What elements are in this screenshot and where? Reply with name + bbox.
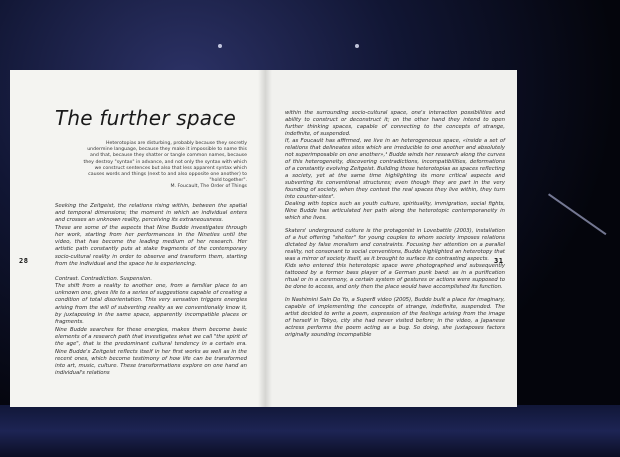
left-body-text: [55, 203, 247, 378]
paragraph: Kids who entered this heterotopic space were photographed and subsequently tattooed by a former bass player of a German punk band: as in a purification ritual or in a ceremony, a certain system of gestures or actions were supposed to be done to access, and only then the place would have accomplished its function.: [285, 263, 505, 290]
page-title: The further space: [55, 106, 236, 130]
paragraph: If, as Foucault has affirmed, we live in an heterogeneous space, «inside a set of relations that delineates sites which are irreducible to one another and absolutely not superimposable on one another»,¹ Budde winds her research along the curves of this heterogeneity, discovering contradictions, incompatibilities, deformations of a constantly evolving Zeitgeist. Building those heterotopias as spaces reflecting a society, yet at the same time highlighting its more critical aspects and subverting its conventional structures; even though they are part in the very founding of society, when they contest the real spaces they live within, they turn into counter-sites².: [285, 138, 505, 200]
left-page: [10, 70, 265, 407]
page-number-right: 31: [494, 257, 504, 265]
paragraph: Seeking the Zeitgeist, the relations rising within, between the spatial and temporal dimensions; the moment in which an individual enters and crosses an unknown reality, perceiving its extraneousness.: [55, 202, 247, 224]
paragraph: Skaters' underground culture is the protagonist in Lovebattle (2003), installation of a hut offering "shelter" for young couples to whom society imposes relations dictated by false moralism and constraints. Focusing her attention on a parallel reality, not consonant to social conventions, Budde highlighted an heterotopy that was a mirror of society itself, as it brought to surface its contrasting aspects.: [285, 228, 505, 262]
epigraph-line: Heterotopias are disturbing, probably because they secretly: [106, 141, 247, 146]
section-heading: Contrast. Contradiction. Suspension.: [55, 275, 153, 282]
epigraph-line: undermine language, because they make it impossible to name this: [87, 147, 247, 153]
light-spot: [355, 44, 359, 48]
epigraph-line: causes words and things (next to and also opposite one another) to: [88, 172, 247, 178]
page-number-left: 28: [19, 257, 29, 265]
paragraph: In Nashimini Sain Do Yo, a Super8 video (2005), Budde built a place for imaginary, capable of implementing the concepts of strange, indefinite, suspended. The artist decided to write a poem, expression of the feelings arising from the image of herself in Tokyo, city she had never visited before; in the video, a Japanese actress performs the poem acting as a bug. So doing, she juxtaposes factors originally sounding incompatible: [285, 297, 505, 338]
epigraph: [69, 141, 247, 191]
book-spine: [258, 70, 272, 407]
epigraph-line: we construct sentences but also that less apparent syntax which: [94, 165, 247, 171]
right-page: [265, 70, 517, 407]
epigraph-line: they destroy "syntax" in advance, and not only the syntax with which: [83, 159, 247, 165]
background-floor: [0, 405, 620, 457]
light-spot: [218, 44, 222, 48]
paragraph: The shift from a reality to another one, from a familiar place to an unknown one, gives life to a series of suggestions capable of creating a condition of total disorientation. This very sensation triggers energies arising from the will of subverting reality as we conventionally know it, by juxtaposing in the same space, apparently incompatible places or fragments.: [55, 282, 247, 326]
epigraph-line: and that, because they shatter or tangle common names, because: [90, 153, 247, 159]
paragraph: Nine Budde searches for these energies, makes them become basic elements of a research path that investigates what we call "the spirit of the age", that is the predominant cultural tendency in a certain era. Nine Budde's Zeitgeist reflects itself in her first works as well as in the recent ones, which become testimony of how life can be transformed into art, music, culture. These transformations explore on one hand an individual's relations: [55, 326, 247, 377]
right-body-text: [285, 110, 505, 339]
paragraph: These are some of the aspects that Nine Budde investigates through her work, starting from her performances in the Nineties until the video, that has become the leading medium of her research. Her artistic path constantly puts at stake fragments of the contemporary socio-cultural reality in order to observe and transform them, starting from the individual and the space he is experiencing.: [55, 224, 247, 267]
paragraph-gap: [55, 268, 247, 275]
paragraph: within the surrounding socio-cultural space, one's interaction possibilities and ability to construct or deconstruct it; on the other hand they intend to open further thinking spaces, capable of connecting to the concepts of strange, indefinite, of suspended.: [285, 110, 505, 137]
epigraph-attribution: M. Foucault, The Order of Things: [170, 184, 247, 190]
epigraph-line: "hold together".: [209, 178, 247, 184]
paragraph: Dealing with topics such as youth culture, spirituality, immigration, social fights, Nine Budde has articulated her path along the heterotopic contemporaneity in which she lives.: [285, 201, 505, 221]
